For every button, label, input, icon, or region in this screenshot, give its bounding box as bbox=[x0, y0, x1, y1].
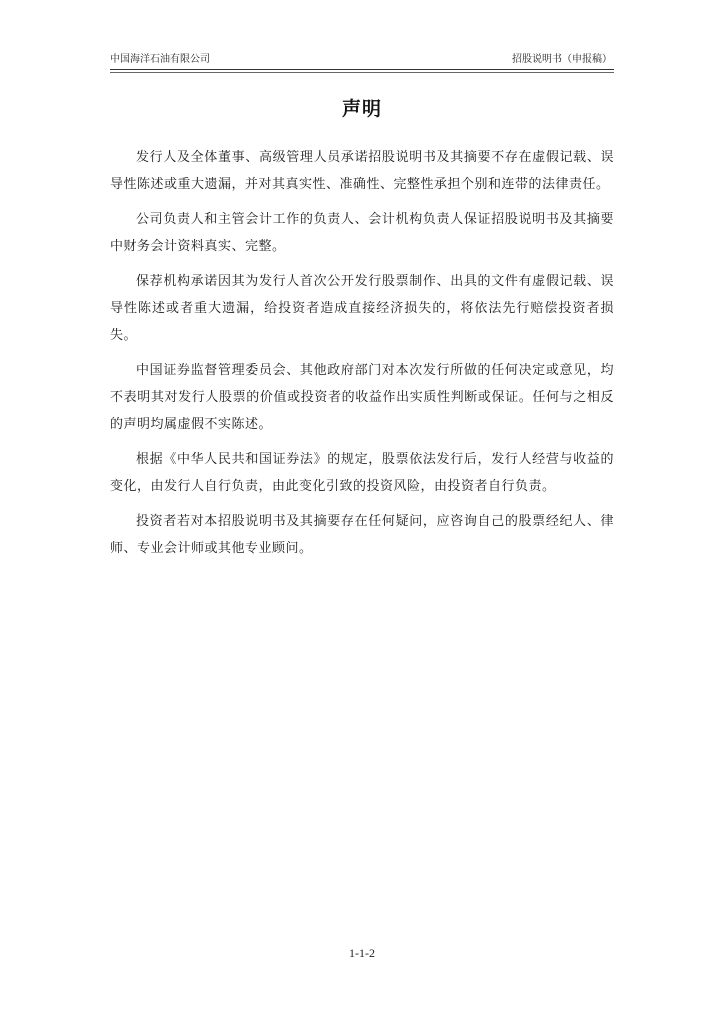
header-document-type: 招股说明书（申报稿） bbox=[512, 54, 612, 65]
header-company-name: 中国海洋石油有限公司 bbox=[110, 54, 210, 65]
page-header bbox=[110, 52, 614, 68]
paragraph: 根据《中华人民共和国证券法》的规定，股票依法发行后，发行人经营与收益的变化，由发行人自行负责，由此变化引致的投资风险，由投资者自行负责。 bbox=[110, 452, 614, 494]
page-title: 声明 bbox=[341, 98, 382, 120]
paragraph: 发行人及全体董事、高级管理人员承诺招股说明书及其摘要不存在虚假记载、误导性陈述或重大遗漏，并对其真实性、准确性、完整性承担个别和连带的法律责任。 bbox=[110, 150, 614, 192]
paragraph: 保荐机构承诺因其为发行人首次公开发行股票制作、出具的文件有虚假记载、误导性陈述或者重大遗漏，给投资者造成直接经济损失的，将依法先行赔偿投资者损失。 bbox=[110, 274, 614, 343]
paragraph: 投资者若对本招股说明书及其摘要存在任何疑问，应咨询自己的股票经纪人、律师、专业会计师或其他专业顾问。 bbox=[110, 514, 614, 556]
statement-body bbox=[110, 144, 614, 570]
header-divider bbox=[110, 69, 614, 70]
paragraph: 公司负责人和主管会计工作的负责人、会计机构负责人保证招股说明书及其摘要中财务会计资料真实、完整。 bbox=[110, 212, 614, 254]
page-number: 1-1-2 bbox=[349, 946, 375, 960]
paragraph: 中国证券监督管理委员会、其他政府部门对本次发行所做的任何决定或意见，均不表明其对发行人股票的价值或投资者的收益作出实质性判断或保证。任何与之相反的声明均属虚假不实陈述。 bbox=[110, 363, 614, 432]
header-divider-thin bbox=[110, 72, 614, 73]
